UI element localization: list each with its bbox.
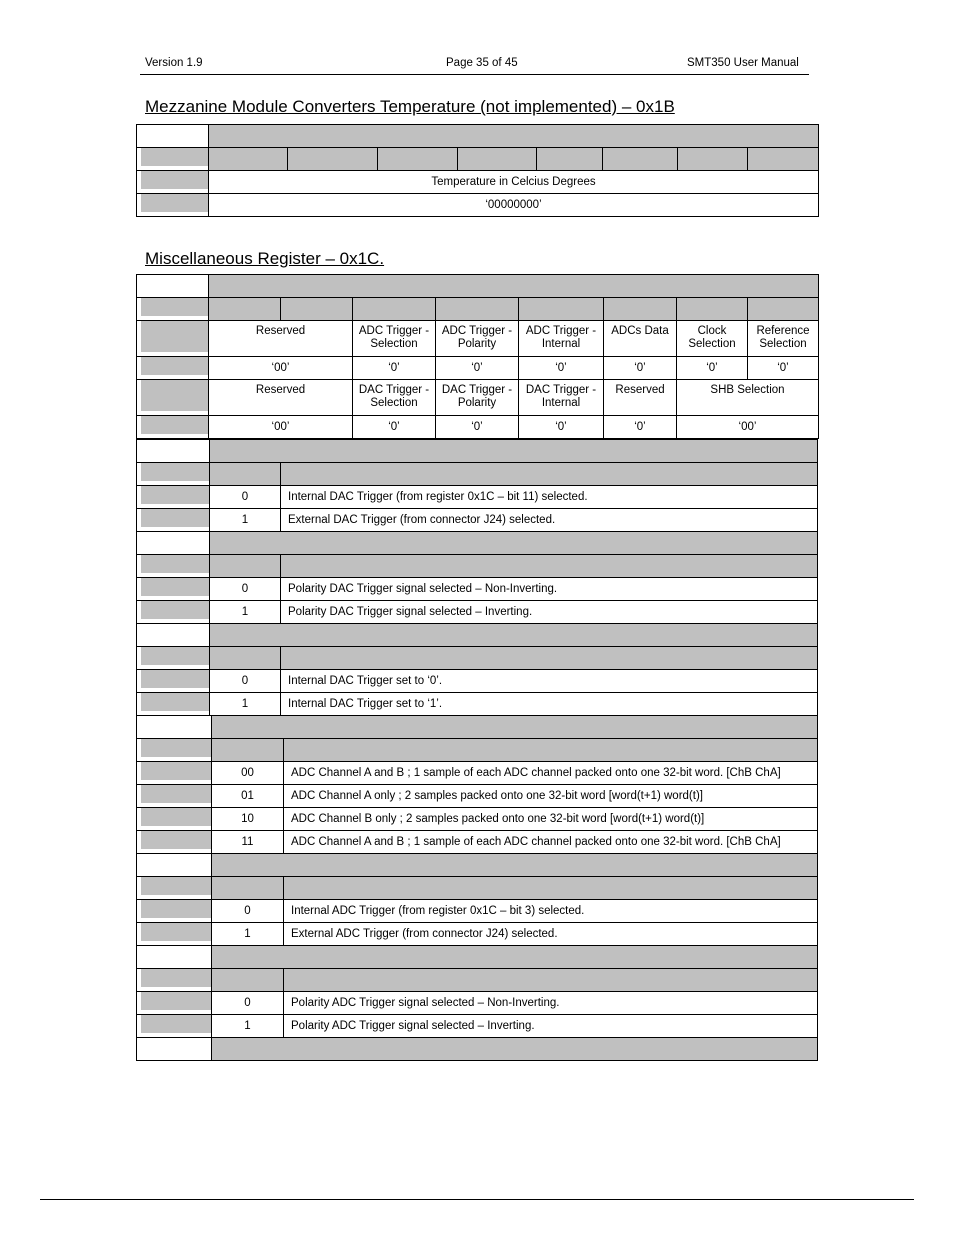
field-reserved: Reserved	[209, 321, 353, 357]
bit-value: 0	[212, 900, 284, 923]
bit-value: 0	[210, 670, 281, 693]
bit-value: 0	[210, 578, 281, 601]
bit-value: 1	[210, 509, 281, 532]
field-dac-trigger-selection: DAC Trigger - Selection	[353, 380, 436, 416]
field-adc-trigger-selection: ADC Trigger - Selection	[353, 321, 436, 357]
bit-value: 0	[212, 992, 284, 1015]
default-value: ‘0’	[604, 357, 677, 380]
footer-divider	[40, 1199, 914, 1200]
default-value: ‘0’	[519, 416, 604, 439]
field-adc-trigger-internal: ADC Trigger - Internal	[519, 321, 604, 357]
bit-description: External ADC Trigger (from connector J24) selected.	[284, 923, 818, 946]
header-divider	[140, 74, 809, 75]
default-value: ‘00’	[209, 416, 353, 439]
adc-bits-table	[136, 715, 818, 1061]
field-clock-selection: Clock Selection	[677, 321, 748, 357]
default-value: ‘0’	[436, 357, 519, 380]
default-value: ‘0’	[436, 416, 519, 439]
bit-description: ADC Channel A and B ; 1 sample of each ADC channel packed onto one 32-bit word. [ChB ChA]	[284, 831, 818, 854]
temperature-contents: Temperature in Celcius Degrees	[209, 171, 819, 194]
bit-description: Internal DAC Trigger set to ‘1’.	[281, 693, 818, 716]
bit-value: 11	[212, 831, 284, 854]
bit-description: Polarity DAC Trigger signal selected – Non-Inverting.	[281, 578, 818, 601]
field-reserved: Reserved	[604, 380, 677, 416]
field-reference-selection: Reference Selection	[748, 321, 819, 357]
default-value: ‘0’	[353, 357, 436, 380]
bit-description: ADC Channel A only ; 2 samples packed onto one 32-bit word [word(t+1) word(t)]	[284, 785, 818, 808]
misc-register-table	[136, 274, 819, 439]
field-adcs-data: ADCs Data	[604, 321, 677, 357]
bit-value: 01	[212, 785, 284, 808]
header-page-number: Page 35 of 45	[446, 57, 518, 69]
bit-description: Polarity ADC Trigger signal selected – Non-Inverting.	[284, 992, 818, 1015]
section-title-misc-register: Miscellaneous Register – 0x1C.	[145, 249, 385, 268]
bit-value: 1	[210, 601, 281, 624]
section-title-temperature: Mezzanine Module Converters Temperature (not implemented) – 0x1B	[145, 97, 675, 116]
default-value: ‘00’	[677, 416, 819, 439]
field-dac-trigger-polarity: DAC Trigger - Polarity	[436, 380, 519, 416]
field-reserved: Reserved	[209, 380, 353, 416]
default-value: ‘00’	[209, 357, 353, 380]
header-manual-title: SMT350 User Manual	[687, 57, 799, 69]
field-adc-trigger-polarity: ADC Trigger - Polarity	[436, 321, 519, 357]
default-value: ‘0’	[748, 357, 819, 380]
bit-description: Polarity DAC Trigger signal selected – Inverting.	[281, 601, 818, 624]
bit-description: ADC Channel A and B ; 1 sample of each ADC channel packed onto one 32-bit word. [ChB ChA]	[284, 762, 818, 785]
bit-value: 00	[212, 762, 284, 785]
bit-description: Internal DAC Trigger set to ‘0’.	[281, 670, 818, 693]
bit-description: Polarity ADC Trigger signal selected – Inverting.	[284, 1015, 818, 1038]
bit-description: ADC Channel B only ; 2 samples packed onto one 32-bit word [word(t+1) word(t)]	[284, 808, 818, 831]
bit-value: 1	[210, 693, 281, 716]
bit-description: Internal DAC Trigger (from register 0x1C – bit 11) selected.	[281, 486, 818, 509]
temperature-register-table	[136, 124, 819, 217]
default-value: ‘0’	[519, 357, 604, 380]
default-value: ‘0’	[353, 416, 436, 439]
bit-value: 0	[210, 486, 281, 509]
bit-description: Internal ADC Trigger (from register 0x1C – bit 3) selected.	[284, 900, 818, 923]
bit-value: 1	[212, 1015, 284, 1038]
field-dac-trigger-internal: DAC Trigger - Internal	[519, 380, 604, 416]
default-value: ‘0’	[677, 357, 748, 380]
header-version: Version 1.9	[145, 57, 203, 69]
bit-description: External DAC Trigger (from connector J24) selected.	[281, 509, 818, 532]
default-value: ‘0’	[604, 416, 677, 439]
temperature-default: ‘00000000’	[209, 194, 819, 217]
field-shb-selection: SHB Selection	[677, 380, 819, 416]
dac-bits-table	[136, 439, 818, 716]
bit-value: 10	[212, 808, 284, 831]
bit-value: 1	[212, 923, 284, 946]
